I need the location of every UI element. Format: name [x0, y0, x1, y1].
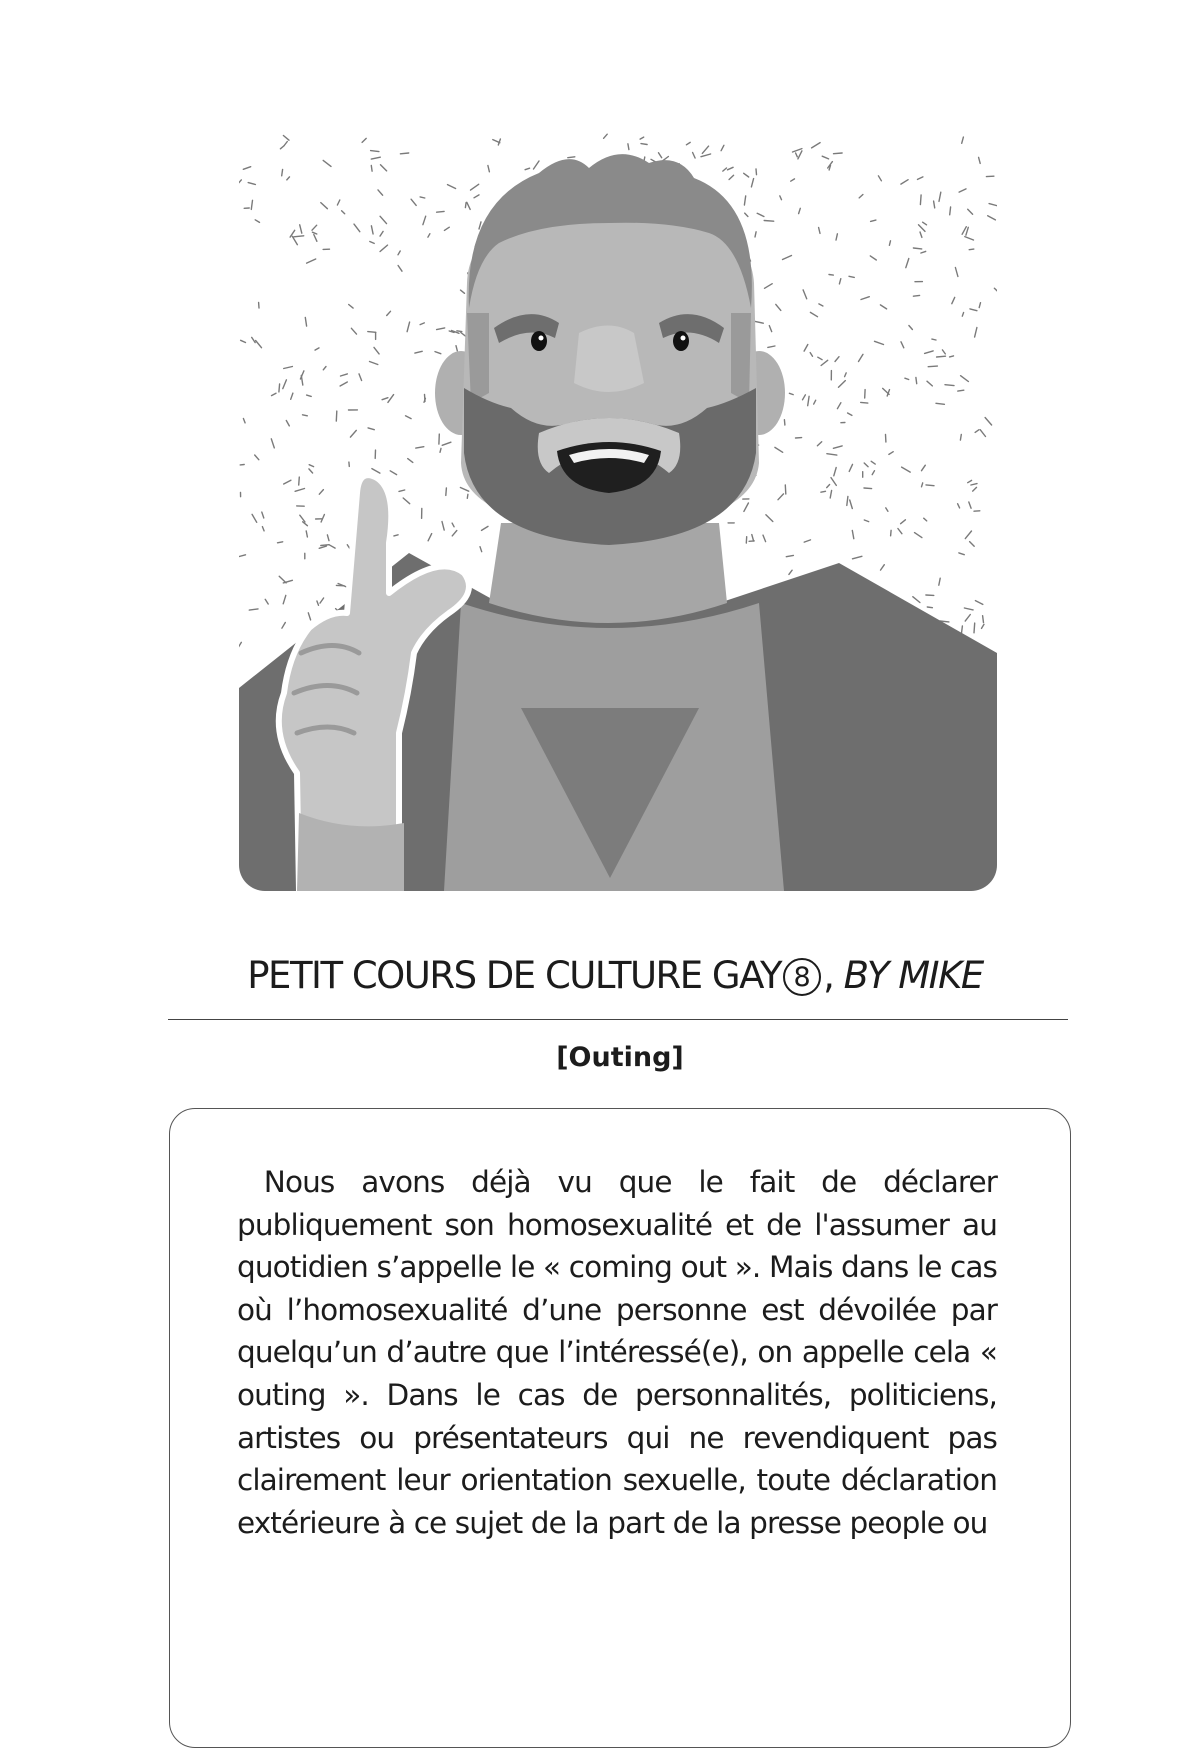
title-divider: [168, 1019, 1068, 1020]
episode-number-badge: 8: [783, 958, 821, 996]
left-eye: [531, 331, 547, 351]
title-separator: ,: [823, 954, 833, 997]
page-title: [160, 954, 1070, 997]
title-author: BY MIKE: [844, 954, 983, 997]
nose: [574, 326, 644, 393]
section-subtitle: [Outing]: [0, 1042, 1200, 1073]
article-paragraph: Nous avons déjà vu que le fait de déclarer publiquement son homosexualité et de l'assumer au quotidien s’appelle le « coming out ». Mais dans le cas où l’homosexualité d’une personne est dévoilée par quelqu’un d’autre que l’intéressé(e), on appelle cela « outing ». Dans le cas de personnalités, politiciens, artistes ou présentateurs qui ne revendiquent pas clairement leur orientation sexuelle, toute déclaration extérieure à ce sujet de la part de la presse people ou: [237, 1161, 997, 1544]
title-main: PETIT COURS DE CULTURE GAY: [247, 954, 781, 997]
right-eye: [673, 331, 689, 351]
illustration: [239, 133, 997, 891]
